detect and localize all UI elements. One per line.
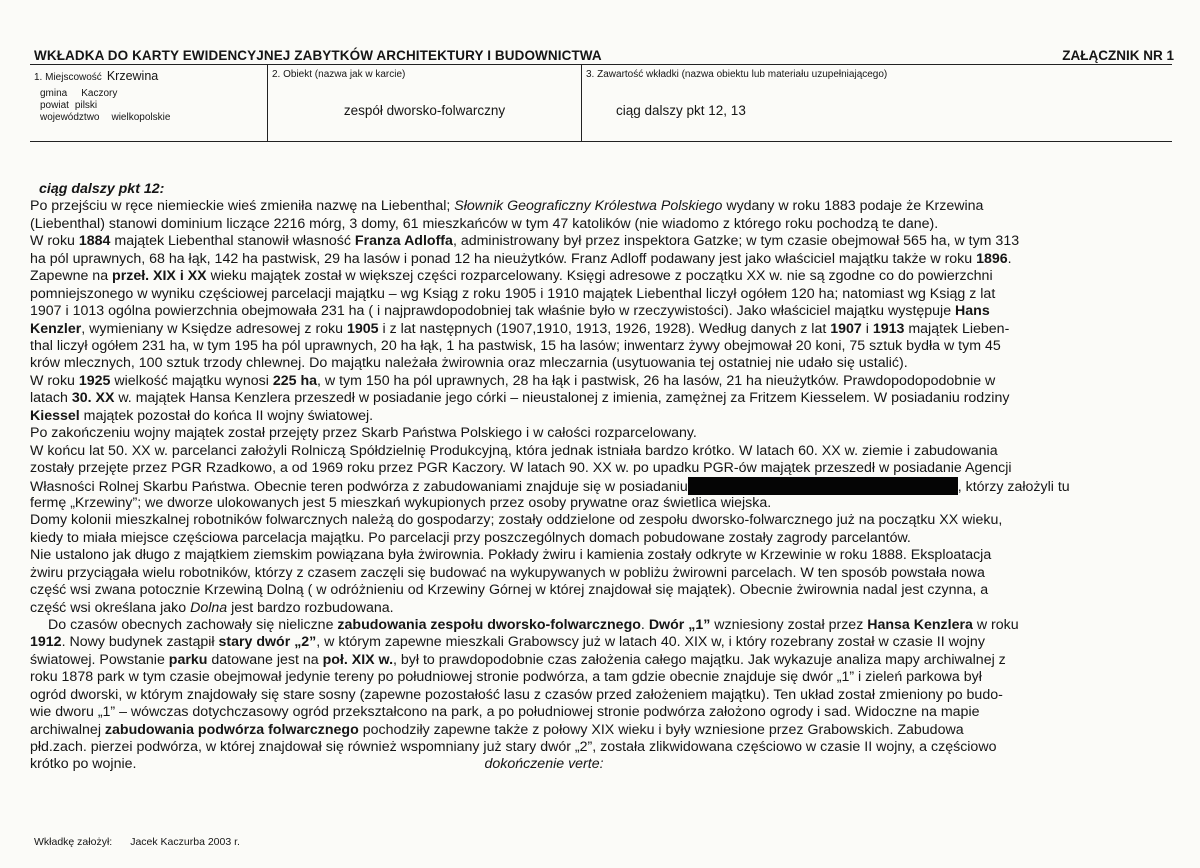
text-line: kiedy to miała miejsce częściowa parcelacja majątku. Po parcelacji przy poszczególnych domach pobudowane zostały zagrody parcelantów.: [30, 529, 911, 546]
locality-value: Krzewina: [106, 69, 159, 83]
text-line: Zapewne na przeł. XIX i XX wieku majątek został w większej części rozparcelowany. Księgi adresowe z początku XX w. nie są zgodne co do powierzchni: [30, 268, 993, 285]
text-line: Kenzler, wymieniany w Księdze adresowej z roku 1905 i z lat następnych (1907,1910, 1913, 1926, 1928). Według danych z lat 1907 i 1913 majątek Lieben-: [30, 320, 1010, 337]
text-line: zostały przejęte przez PGR Rzadkowo, a od 1969 roku przez PGR Kaczory. W latach 90. XX w. po upadku PGR-ów majątek przeszedł w posiadanie Agencji: [30, 460, 1012, 476]
text-line: płd.zach. pierzei podwórza, w której znajdował się również wspomniany już stary dwór „2”, została zlikwidowana częściowo w czasie II wojny, a częściowo: [30, 739, 997, 755]
text-line: Do czasów obecnych zachowały się nieliczne zabudowania zespołu dworsko-folwarcznego. Dwór „1” wzniesiony został przez Hansa Kenzlera w roku: [48, 616, 1019, 633]
text-line: światowej. Powstanie parku datowane jest na poł. XIX w., był to prawdopodobnie czas założenia całego majątku. Jak wykazuje analiza mapy archiwalnej z: [30, 651, 1006, 668]
attachment-number: ZAŁĄCZNIK NR 1: [1062, 48, 1174, 63]
document-body: [30, 181, 1172, 774]
wojewodztwo-value: wielkopolskie: [111, 112, 171, 123]
continuation-note: dokończenie verte:: [484, 756, 604, 773]
footer-author: Jacek Kaczurba 2003 r.: [130, 836, 240, 848]
locality-cell: [30, 65, 267, 141]
object-cell: [267, 65, 581, 141]
content-cell: [581, 65, 1172, 141]
gmina-value: Kaczory: [81, 88, 118, 99]
section-heading: ciąg dalszy pkt 12:: [39, 181, 165, 197]
text-line: W roku 1884 majątek Liebenthal stanowił własność Franza Adloffa, administrowany był przez inspektora Gatzke; w tym czasie obejmował 565 ha, w tym 313: [30, 233, 1020, 250]
text-line: W roku 1925 wielkość majątku wynosi 225 ha, w tym 150 ha pól uprawnych, 28 ha łąk i pastwisk, 26 ha lasów, 21 ha nieużytków. Prawdopodopodobnie w: [30, 372, 996, 389]
text-line: Po zakończeniu wojny majątek został przejęty przez Skarb Państwa Polskiego i w całości rozparcelowany.: [30, 425, 697, 442]
text-line: żwiru przyciągała wielu robotników, którzy z czasem zaczęli się budować na wykupywanych w pobliżu żwirowni parcelach. W ten sposób powstała nowa: [30, 564, 985, 581]
text-line: Własności Rolnej Skarbu Państwa. Obecnie teren podwórza z zabudowaniami znajduje się w posiadaniu , którzy założyli tu: [30, 479, 1070, 496]
document-title: WKŁADKA DO KARTY EWIDENCYJNEJ ZABYTKÓW ARCHITEKTURY I BUDOWNICTWA: [34, 48, 602, 63]
object-label: 2. Obiekt (nazwa jak w karcie): [272, 69, 406, 80]
gmina-label: gmina: [40, 88, 68, 99]
text-line: Po przejściu w ręce niemieckie wieś zmieniła nazwę na Liebenthal; Słownik Geograficzny Królestwa Polskiego wydany w roku 1883 podaje że Krzewina: [30, 198, 984, 215]
text-line: 1912. Nowy budynek zastąpił stary dwór „2”, w którym zapewne mieszkali Grabowscy już w latach 40. XIX w, i który rozebrany został w czasie II wojny: [30, 634, 985, 651]
text-line: archiwalnej zabudowania podwórza folwarcznego pochodziły zapewne także z połowy XIX wieku i były wzniesione przez Grabowskich. Zabudowa: [30, 721, 964, 738]
text-line: fermę „Krzewiny”; we dworze ulokowanych jest 5 mieszkań wykupionych przez osoby prywatne oraz świetlica wiejska.: [30, 494, 772, 511]
text-line: W końcu lat 50. XX w. parcelanci założyli Rolniczą Spółdzielnię Produkcyjną, która jednak istniała bardzo krótko. W latach 60. XX w. ziemie i zabudowania: [30, 442, 998, 459]
text-line: krótko po wojnie. dokończenie verte:: [30, 756, 604, 773]
powiat-value: pilski: [74, 100, 98, 111]
text-line: Domy kolonii mieszkalnej robotników folwarcznych należą do gospodarzy; zostały oddzielone od zespołu dworsko-folwarcznego już na początku XX wieku,: [30, 512, 1003, 529]
text-line: wie dworu „1” – wówczas dotychczasowy ogród przekształcono na park, a po południowej stronie podwórza założono ogrody i sad. Widoczne na mapie: [30, 704, 980, 721]
text-line: pomniejszonego w wyniku częściowej parcelacji majątku – wg Ksiąg z roku 1905 i 1910 majątek Liebenthal liczył ogółem 120 ha; natomiast wg Ksiąg z lat: [30, 285, 996, 302]
document-footer: [34, 836, 240, 848]
wojewodztwo-label: województwo: [40, 112, 100, 123]
text-line: roku 1878 park w tym czasie obejmował jedynie tereny po południowej stronie podwórza, a tam gdzie obecnie znajduje się dwór „1” i zieleń parkowa był: [30, 669, 982, 686]
object-value: zespół dworsko-folwarczny: [343, 103, 506, 118]
text-line: krów mlecznych, 100 sztuk trzody chlewnej. Do majątku należała żwirownia oraz mleczarnia (usytuowania tej ostatniej nie udało się ustalić).: [30, 355, 908, 372]
content-value: ciąg dalszy pkt 12, 13: [616, 103, 746, 118]
text-line: część wsi zwana potocznie Krzewiną Dolną ( w odróżnieniu od Krzewiny Górnej w której znajdował się majątek). Obecnie żwirownia nadal jest czynna, a: [30, 582, 989, 599]
text-line: ha pól uprawnych, 68 ha łąk, 142 ha pastwisk, 29 ha lasów i ponad 12 ha nieużytków. Franz Adloff podawany jest jako właściciel majątku także w roku 1896.: [30, 250, 1012, 267]
powiat-label: powiat: [40, 100, 69, 111]
text-line: Nie ustalono jak długo z majątkiem ziemskim powiązana była żwirownia. Pokłady żwiru i kamienia zostały odkryte w Krzewinie w roku 1888. Eksploatacja: [30, 547, 992, 564]
locality-label: 1. Miejscowość: [34, 72, 102, 83]
text-line: część wsi określana jako Dolna jest bardzo rozbudowana.: [30, 599, 394, 616]
text-line: 1907 i 1013 ogólna powierzchnia obejmowała 231 ha ( i najprawdopodobniej tak właśnie było w rzeczywistości). Jako właściciel majątku występuje Hans: [30, 303, 990, 320]
text-line: thal liczył ogółem 231 ha, w tym 195 ha pól uprawnych, 20 ha łąk, 1 ha pastwisk, 15 ha lasów; inwentarz żywy obejmował 20 koni, 75 sztuk bydła w tym 45: [30, 337, 1001, 354]
metadata-table: [30, 64, 1172, 142]
text-line: Kiessel majątek pozostał do końca II wojny światowej.: [30, 407, 374, 424]
administrative-units: [40, 88, 170, 124]
text-line: ogród dworski, w którym znajdowały się stare sosny (zapewne pozostałość lasu z czasów przed założeniem majątku). Ten układ został zmieniony po budo-: [30, 686, 1003, 703]
redaction-block: [688, 477, 958, 495]
text-line: (Liebenthal) stanowi dominium liczące 2216 mórg, 3 domy, 61 mieszkańców w tym 47 katolików (nie wiadomo z którego roku pochodzą te dane).: [30, 215, 939, 232]
content-label: 3. Zawartość wkładki (nazwa obiektu lub materiału uzupełniającego): [586, 69, 888, 80]
text-line: latach 30. XX w. majątek Hansa Kenzlera przeszedł w posiadanie jego córki – nieustalonej z imienia, zamężnej za Fritzem Kiesselem. W posiadaniu rodziny: [30, 390, 1010, 407]
footer-label: Wkładkę założył:: [34, 836, 113, 848]
